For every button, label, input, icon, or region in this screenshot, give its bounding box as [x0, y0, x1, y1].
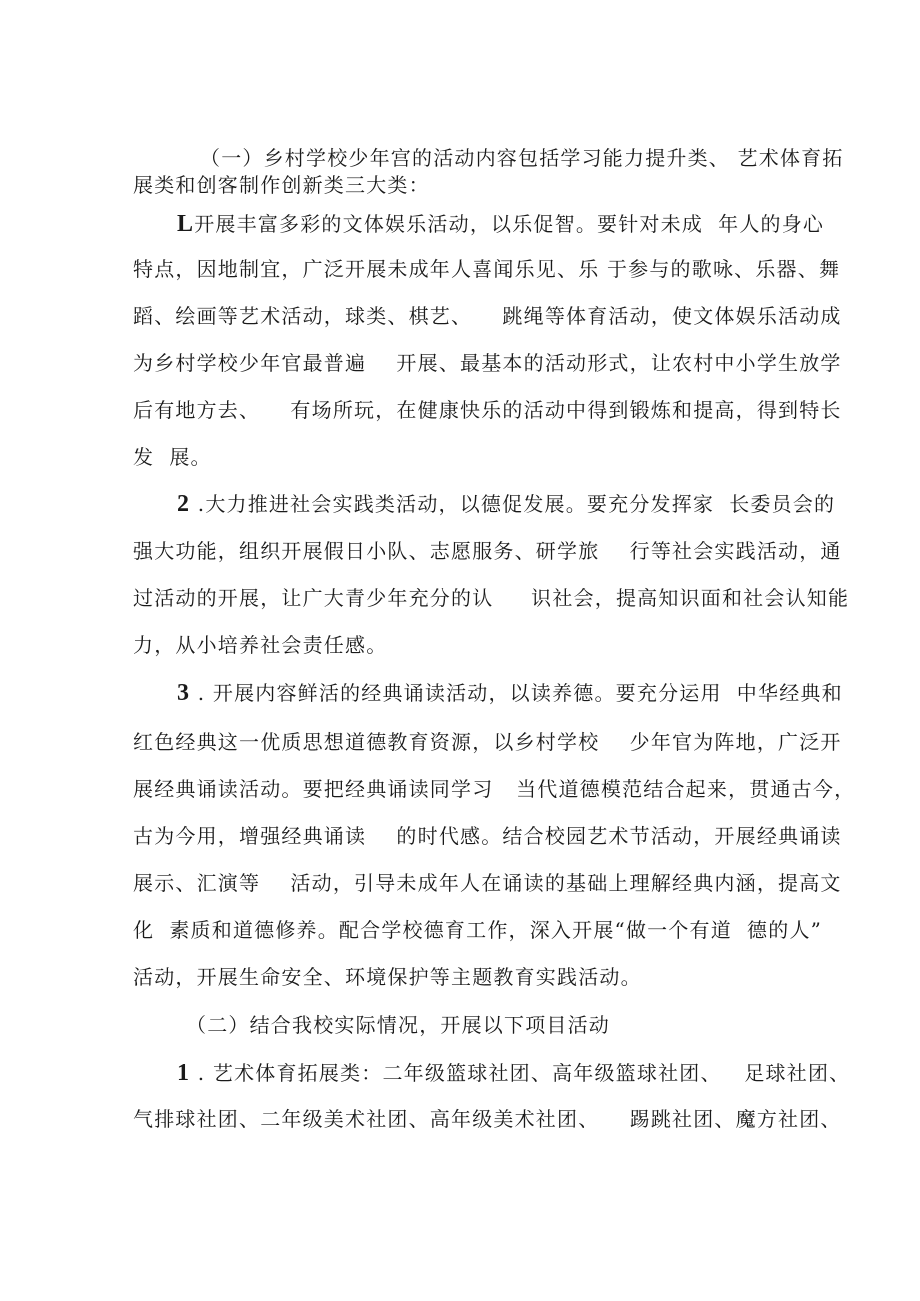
item-3-text-1: . 开展内容鲜活的经典诵读活动，以读养德。要充分运用 中华经典和	[190, 681, 843, 705]
item-4-line-1	[177, 1061, 920, 1085]
item-3-line-6: 化 素质和道德修养。配合学校德育工作，深入开展“做一个有道 德的人”	[133, 918, 823, 942]
item-1-line-4: 为乡村学校少年官最普遍 开展、最基本的活动形式，让农村中小学生放学	[133, 351, 842, 375]
item-3-line-7: 活动，开展生命安全、环境保护等主题教育实践活动。	[133, 965, 642, 989]
item-3-line-1	[177, 681, 920, 705]
item-1-line-3: 蹈、绘画等艺术活动，球类、棋艺、 跳绳等体育活动，使文体娱乐活动成	[133, 304, 842, 328]
item-1-marker: L	[177, 211, 195, 237]
section-1-heading-line-2: 展类和创客制作创新类三大类：	[133, 173, 430, 197]
item-4-marker: 1	[177, 1060, 191, 1086]
item-2-line-3: 过活动的开展，让广大青少年充分的认 识社会，提高知识面和社会认知能	[133, 586, 850, 610]
item-1-line-5: 后有地方去、 有场所玩，在健康快乐的活动中得到锻炼和提高，得到特长	[133, 398, 842, 422]
item-3-line-2: 红色经典这一优质思想道德教育资源，以乡村学校 少年官为阵地，广泛开	[133, 730, 842, 754]
item-3-marker: 3	[177, 680, 191, 706]
item-1-line-2: 特点，因地制宜，广泛开展未成年人喜闻乐见、乐 于参与的歌咏、乐器、舞	[133, 257, 841, 281]
item-4-line-2: 气排球社团、二年级美术社团、高年级美术社团、 踢跳社团、魔方社团、	[133, 1107, 842, 1131]
item-3-line-5: 展示、汇演等 活动，引导未成年人在诵读的基础上理解经典内涵，提高文	[133, 871, 842, 895]
item-4-text-1: . 艺术体育拓展类：二年级篮球社团、高年级篮球社团、 足球社团、	[190, 1061, 851, 1085]
item-3-line-3: 展经典诵读活动。要把经典诵读同学习 当代道德模范结合起来，贯通古今，	[133, 777, 856, 801]
item-2-text-1: .大力推进社会实践类活动，以德促发展。要充分发挥家 长委员会的	[190, 492, 836, 516]
item-3-line-4: 古为今用，增强经典诵读 的时代感。结合校园艺术节活动，开展经典诵读	[133, 824, 842, 848]
item-2-line-2: 强大功能，组织开展假日小队、志愿服务、研学旅 行等社会实践活动，通	[133, 539, 842, 563]
item-1-line-1	[177, 212, 920, 236]
item-2-line-4: 力，从小培养社会责任感。	[133, 633, 388, 657]
section-2-heading-line-1: （二）结合我校实际情况，开展以下项目活动	[186, 1013, 610, 1037]
item-2-marker: 2	[177, 491, 191, 517]
section-1-heading-line-1: （一）乡村学校少年宫的活动内容包括学习能力提升类、 艺术体育拓	[200, 146, 844, 170]
item-1-text-1: 开展丰富多彩的文体娱乐活动，以乐促智。要针对未成 年人的身心	[194, 212, 825, 236]
item-2-line-1	[177, 492, 920, 516]
item-1-line-6: 发 展。	[133, 445, 212, 469]
